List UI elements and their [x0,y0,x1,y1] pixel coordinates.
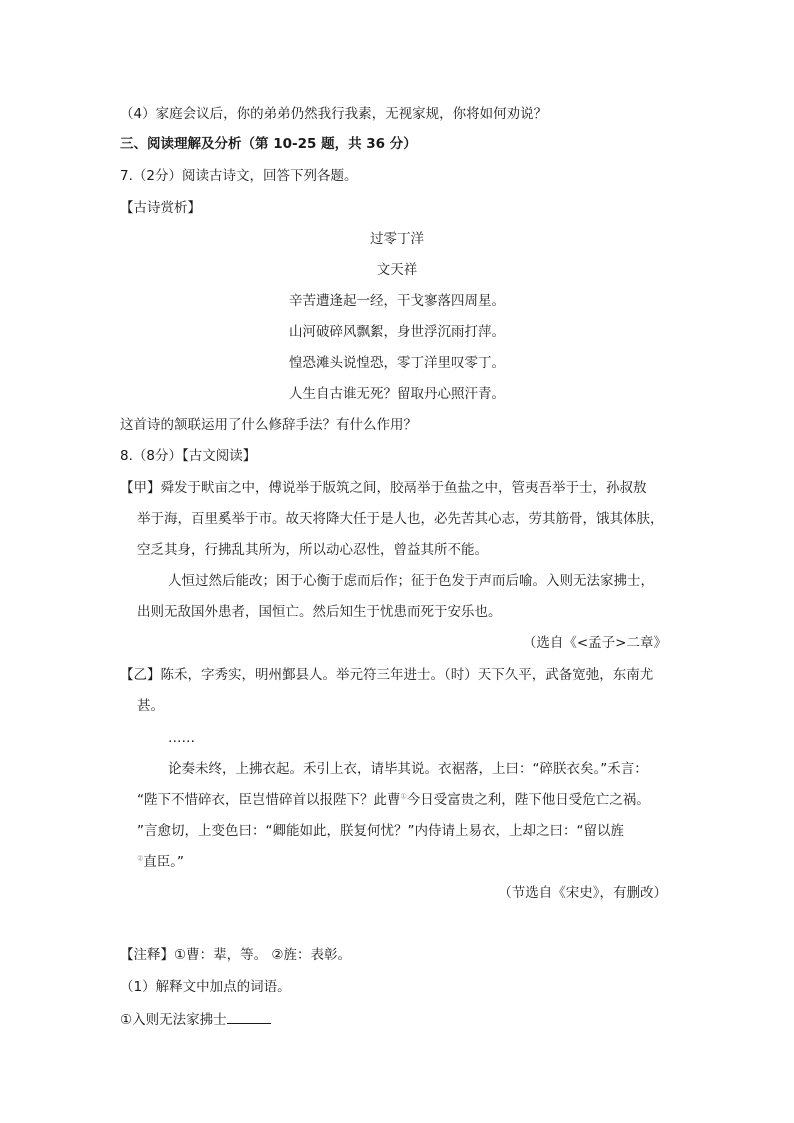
poem-line: 山河破碎风飘絮，身世浮沉雨打萍。 [289,324,505,340]
passage-jia-source: （选自《<孟子>二章》 [522,635,667,651]
poem-line: 辛苦遭逢起一经，干戈寥落四周星。 [289,293,505,309]
question-7-prompt: 这首诗的颔联运用了什么修辞手法？有什么作用？ [120,417,417,433]
poem-title: 过零丁洋 [370,231,424,247]
note-2-marker: ② [137,854,144,863]
question-7-stem: 7.（2分）阅读古诗文，回答下列各题。 [120,168,358,184]
poem-subheading: 【古诗赏析】 [120,200,201,216]
poem-line: 人生自古谁无死？留取丹心照汗青。 [289,386,505,402]
passage-yi-line [137,790,650,810]
question-8-stem: 8.（8分）【古文阅读】 [120,448,257,464]
passage-yi-line: ”言愈切，上变色曰：“卿能如此，朕复何忧？”内侍请上易衣，上却之曰：“留以旌 [137,823,624,839]
sub-question-1-item-1 [120,1009,271,1030]
passage-jia-line: 举于海，百里奚举于市。故天将降大任于是人也，必先苦其心志，劳其筋骨，饿其体肤， [137,511,664,527]
passage-yi-text: 今日受富贵之利，陛下他日受危亡之祸。 [406,792,650,808]
sub-question-1: （1）解释文中加点的词语。 [120,979,291,995]
answer-blank[interactable] [227,1009,271,1024]
item-text: ①入则无法家拂士 [120,1012,227,1028]
passage-jia-line: 空乏其身，行拂乱其所为，所以动心忍性，曾益其所不能。 [137,542,488,558]
passage-jia-line: 【甲】舜发于畎亩之中，傅说举于版筑之间，胶鬲举于鱼盐之中，管夷吾举于士，孙叔敖 [120,480,647,496]
annotation: 【注释】①曹：辈，等。 ②旌：表彰。 [120,947,351,963]
poem-line: 惶恐滩头说惶恐，零丁洋里叹零丁。 [289,355,505,371]
section-3-heading: 三、阅读理解及分析（第 10-25 题，共 36 分） [120,136,417,152]
passage-yi-text: “陛下不惜碎衣，臣岂惜碎首以报陛下？此曹 [137,792,401,808]
passage-jia-line: 出则无敌国外患者，国恒亡。然后知生于忧患而死于安乐也。 [137,604,502,620]
passage-yi-source: （节选自《宋史》，有删改） [498,885,667,901]
note-1-marker: ① [400,792,407,801]
passage-yi-ellipsis: …… [168,730,195,746]
passage-yi-line: 甚。 [137,698,164,714]
passage-jia-line: 人恒过然后能改；困于心衡于虑而后作；征于色发于声而后喻。入则无法家拂士， [168,573,654,589]
passage-yi-text: 直臣。” [143,854,185,870]
passage-yi-line: 论奏未终，上拂衣起。禾引上衣，请毕其说。衣裾落，上曰：“碎朕衣矣。”禾言： [168,761,648,777]
q6-item-4: （4）家庭会议后，你的弟弟仍然我行我素，无视家规，你将如何劝说？ [120,106,548,122]
passage-yi-line: 【乙】陈禾，字秀实，明州鄞县人。举元符三年进士。（时）天下久平，武备宽弛，东南尤 [120,667,654,683]
poem-author: 文天祥 [376,262,418,278]
passage-yi-line [137,852,184,872]
